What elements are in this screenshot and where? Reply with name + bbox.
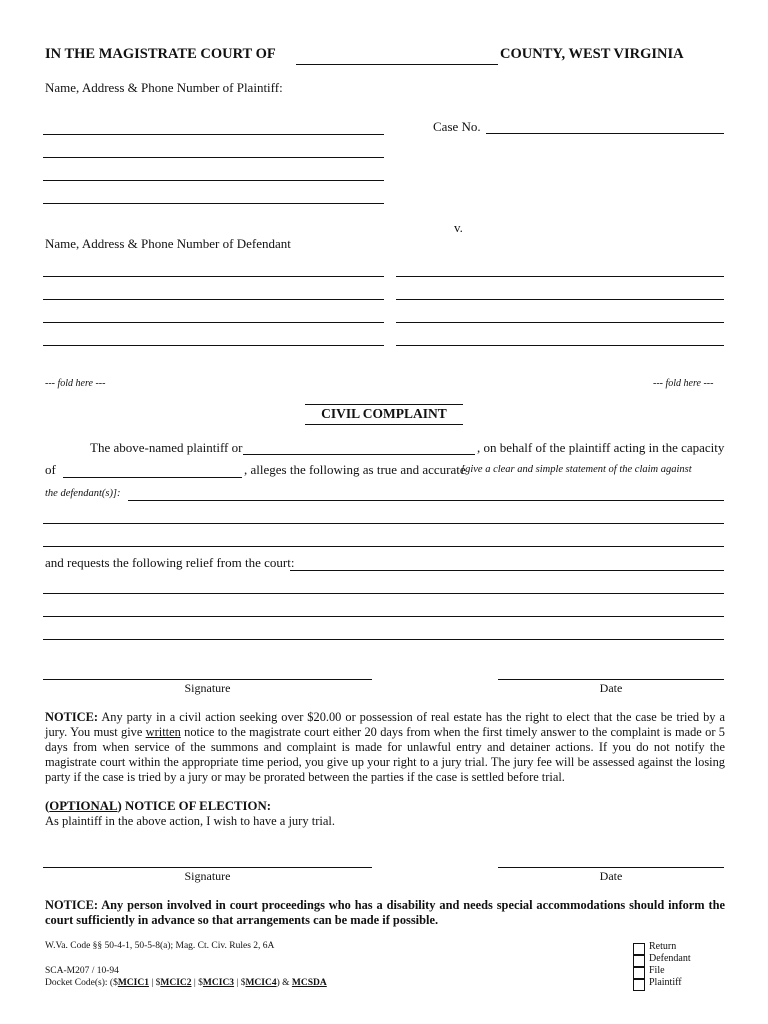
plaintiff-line-3[interactable] [43,180,384,181]
date-line-2[interactable] [498,867,724,868]
checkbox-defendant[interactable] [633,955,645,967]
body-line3-instruction: the defendant(s)]: [45,488,121,499]
case-no-label: Case No. [433,119,481,134]
defendant2-line-4[interactable] [396,345,724,346]
fold-left: --- fold here --- [45,378,106,389]
checkbox-file-label: File [649,965,665,976]
footer-form-no: SCA-M207 / 10-94 [45,966,119,976]
signature-line-1[interactable] [43,679,372,680]
claim-line-2[interactable] [43,523,724,524]
relief-line-4[interactable] [43,639,724,640]
docket-code-5: MCSDA [291,978,327,988]
defendant-line-2[interactable] [43,299,384,300]
title-rule-top [305,404,463,405]
docket-code-3: MCIC3 [202,978,235,988]
body-line1-end: , on behalf of the plaintiff acting in the capacity [477,440,725,455]
defendant2-line-3[interactable] [396,322,724,323]
docket-code-1: MCIC1 [117,978,149,988]
relief-line-1[interactable] [290,570,724,571]
checkbox-plaintiff-label: Plaintiff [649,977,682,988]
court-suffix: COUNTY, WEST VIRGINIA [500,46,684,62]
versus-text: v. [454,220,463,235]
docket-code-4: MCIC4 [245,978,277,988]
docket-sep-2: | $ [191,978,203,988]
court-prefix: IN THE MAGISTRATE COURT OF [45,46,276,62]
claim-line-3[interactable] [43,546,724,547]
defendant-line-3[interactable] [43,322,384,323]
docket-code-2: MCIC2 [160,978,192,988]
notice-jury-written: written [145,725,181,739]
body-line2-instruction: [give a clear and simple statement of the claim against [461,464,692,475]
relief-line-2[interactable] [43,593,724,594]
checkbox-return-label: Return [649,941,677,952]
county-field[interactable] [296,64,498,65]
checkbox-file[interactable] [633,967,645,979]
date-label-2: Date [599,869,623,883]
defendant-line-1[interactable] [43,276,384,277]
date-line-1[interactable] [498,679,724,680]
defendant-label: Name, Address & Phone Number of Defendant [45,236,291,251]
notice-jury-heading: NOTICE: [45,710,99,724]
plaintiff-label: Name, Address & Phone Number of Plaintiff: [45,80,283,95]
checkbox-plaintiff[interactable] [633,979,645,991]
body-line1-start: The above-named plaintiff or [90,440,243,455]
court-header [45,46,276,63]
election-heading: (OPTIONAL) NOTICE OF ELECTION: [45,799,271,813]
footer-code: W.Va. Code §§ 50-4-1, 50-5-8(a); Mag. Ct. Civ. Rules 2, 6A [45,941,275,951]
date-label-1: Date [599,681,623,695]
election-heading-rest: NOTICE OF ELECTION: [121,799,271,813]
relief-line-3[interactable] [43,616,724,617]
body-line2-start: of [45,462,56,477]
docket-sep-1: | $ [148,978,161,988]
relief-label: and requests the following relief from the court: [45,555,295,570]
notice-jury [45,710,725,785]
title-rule-bottom [305,424,463,425]
page-title: CIVIL COMPLAINT [321,406,447,421]
plaintiff-line-2[interactable] [43,157,384,158]
signature-line-2[interactable] [43,867,372,868]
signature-label-2: Signature [184,869,231,883]
claim-line-1[interactable] [128,500,724,501]
representative-field[interactable] [243,454,475,455]
election-optional: OPTIONAL [49,799,118,813]
capacity-field[interactable] [63,477,242,478]
checkbox-return[interactable] [633,943,645,955]
defendant2-line-1[interactable] [396,276,724,277]
defendant-line-4[interactable] [43,345,384,346]
notice-accommodations: NOTICE: Any person involved in court proceedings who has a disability and needs special accommodations should inform the court sufficiently in advance so that arrangements can be made if possible. [45,898,725,927]
fold-right: --- fold here --- [653,378,714,389]
defendant2-line-2[interactable] [396,299,724,300]
footer-docket [45,978,327,988]
election-text: As plaintiff in the above action, I wish to have a jury trial. [45,814,335,828]
case-no-field[interactable] [486,133,724,134]
plaintiff-line-4[interactable] [43,203,384,204]
plaintiff-line-1[interactable] [43,134,384,135]
docket-close: ) & [276,978,292,988]
notice-jury-text-2: notice to the magistrate court either 20 days from when the first timely answer to the complaint is made or 5 days from when service of the summons and complaint is made for unlawful entry and detainer actions. If you do not notify the magistrate court within the appropriate time period, you give up your right to a jury trial. The jury fee will be assessed against the losing party if the case is tried by a jury or may be prorated between the parties if the case is settled before trial. [45,725,725,784]
checkbox-defendant-label: Defendant [649,953,691,964]
notice-jury-text-1: Any party in a civil action seeking over $20.00 or possession of real estate has the right to elect that the case be tried by a jury. You must give [45,710,725,739]
body-line2-mid: , alleges the following as true and accurate [244,462,466,477]
signature-label-1: Signature [184,681,231,695]
docket-sep-3: | $ [234,978,246,988]
docket-prefix: Docket Code(s): ($ [45,978,118,988]
